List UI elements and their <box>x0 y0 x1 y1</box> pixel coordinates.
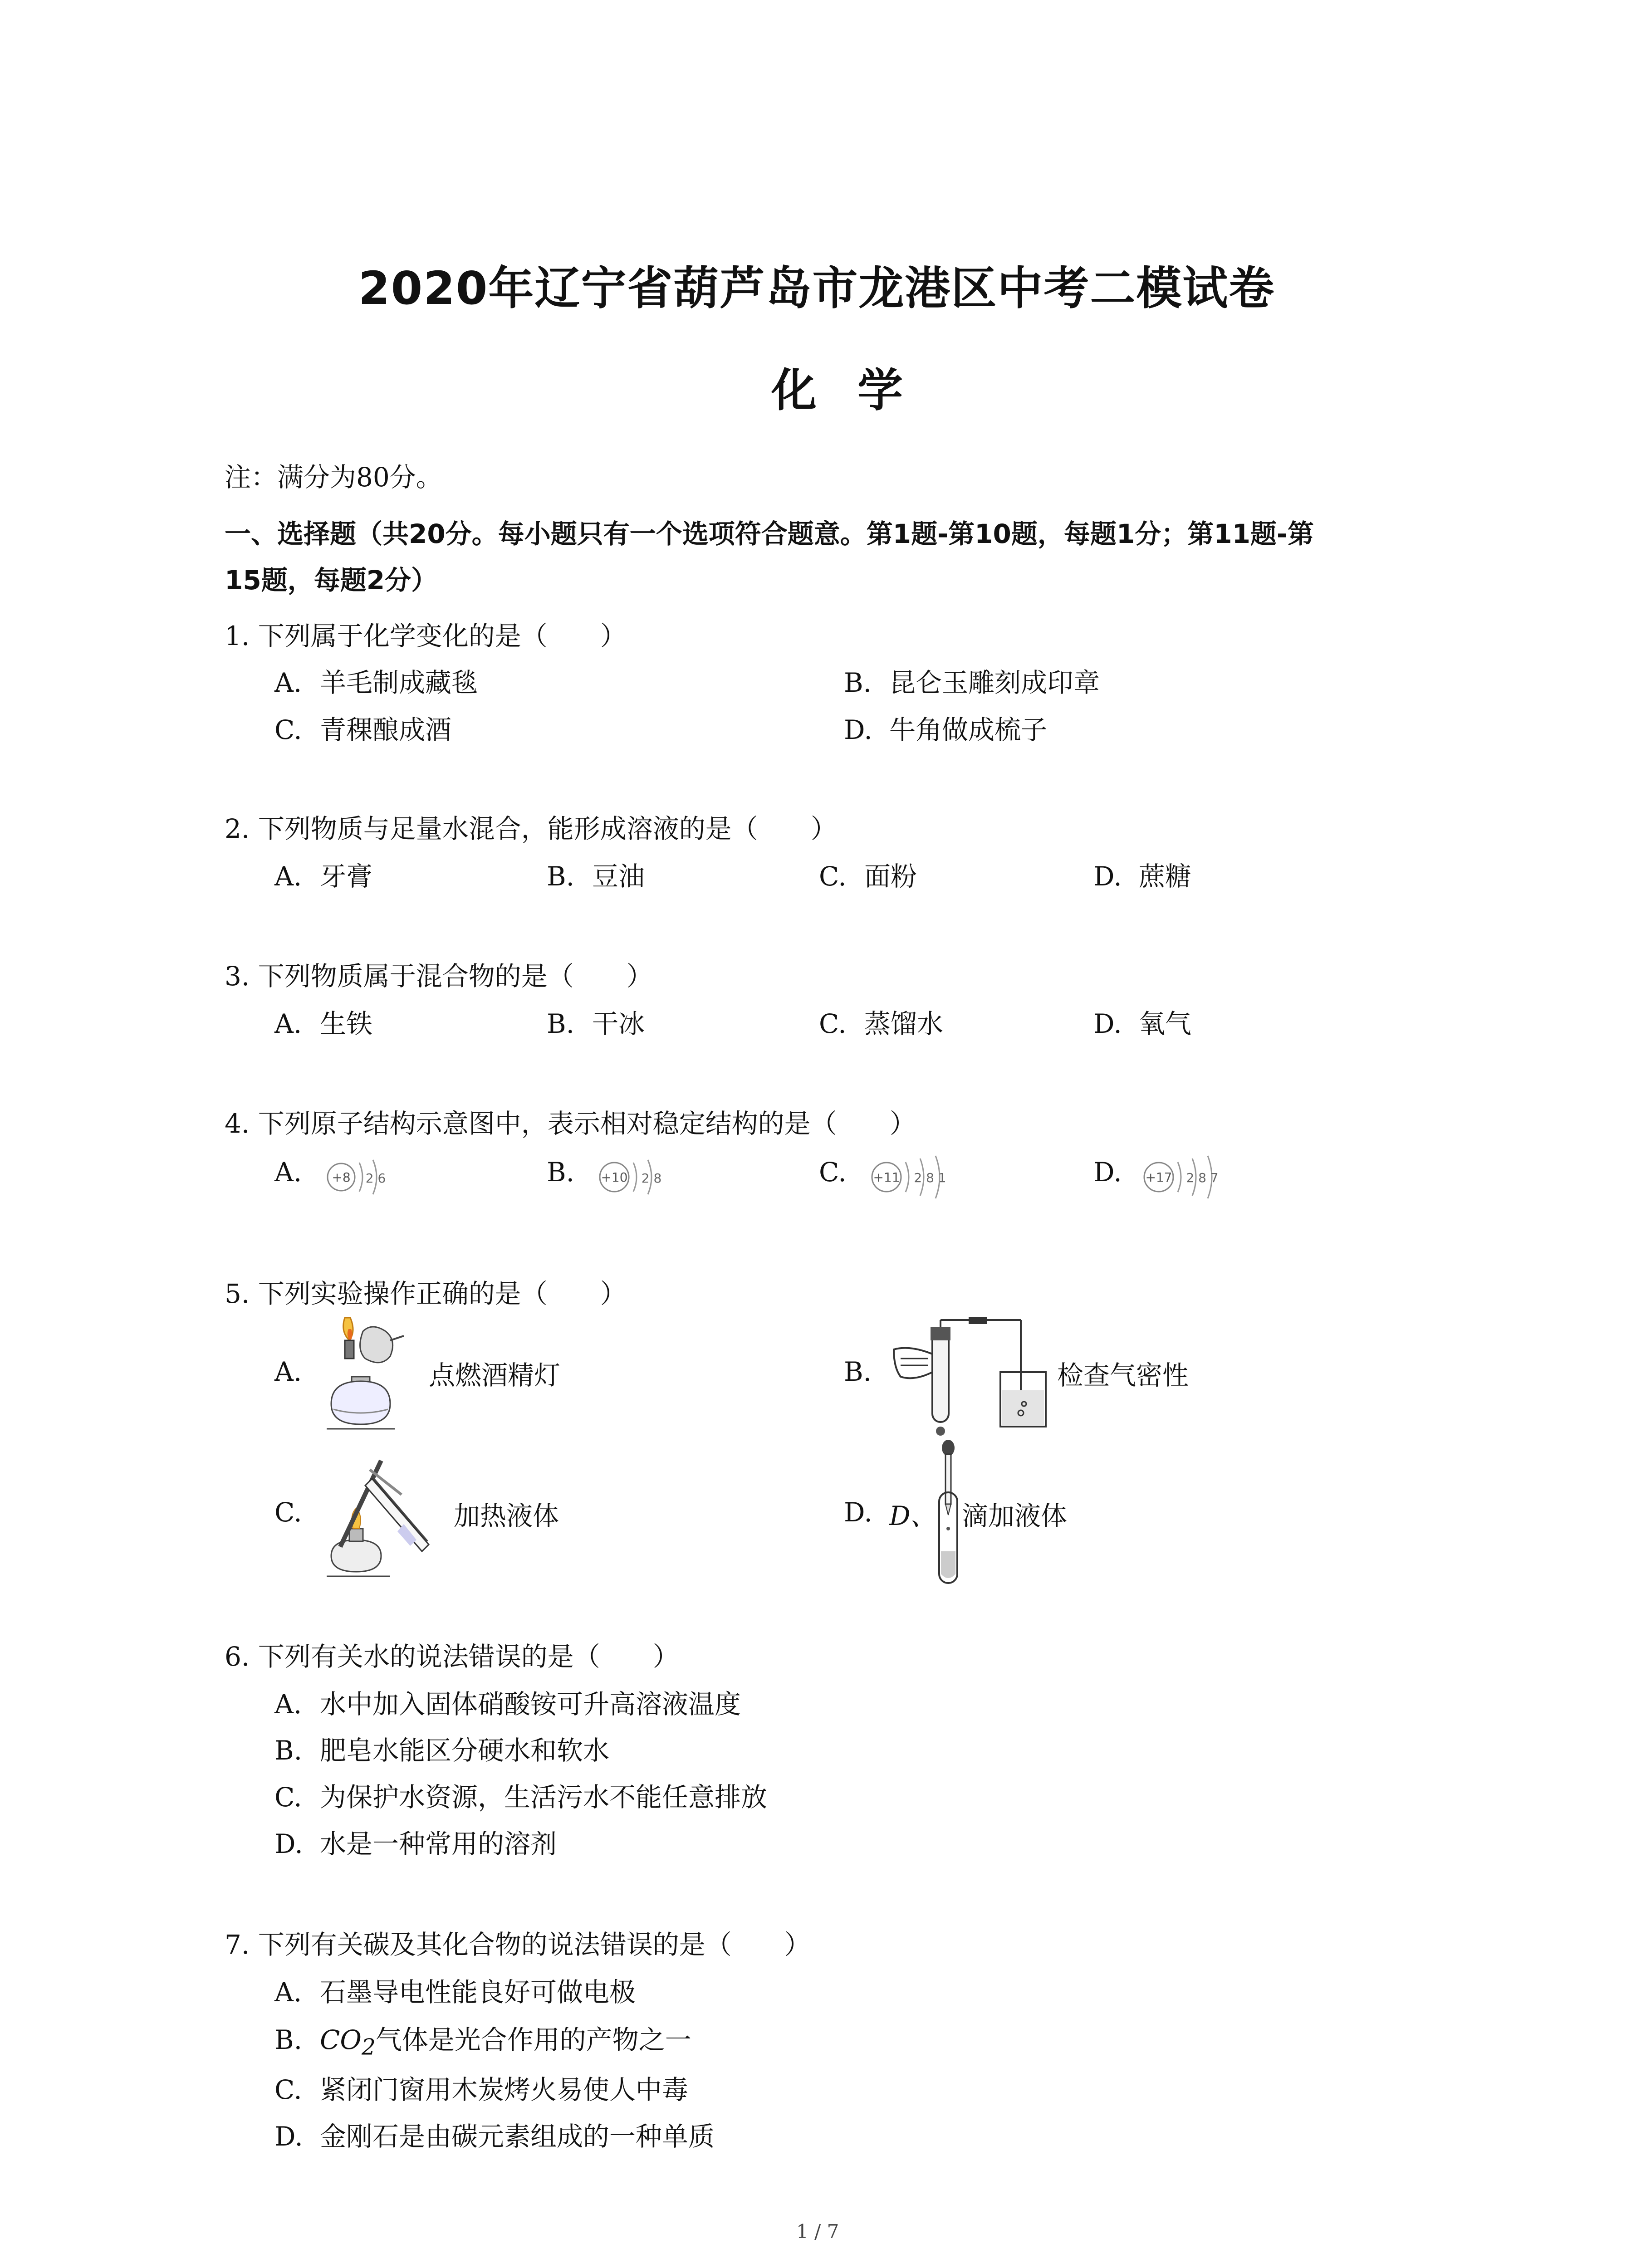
atom-diagram-b <box>594 1154 676 1204</box>
nucleus-charge: +10 <box>601 1170 628 1185</box>
question-5-stem: 5. 下列实验操作正确的是（ ） <box>225 1278 627 1309</box>
question-3-option-d[interactable]: D. 氧气 <box>1093 1008 1192 1039</box>
nucleus-charge: +8 <box>332 1170 351 1185</box>
question-2-option-d[interactable]: D. 蔗糖 <box>1093 861 1192 892</box>
caption-check-airtightness: 检查气密性 <box>1057 1360 1189 1391</box>
nucleus-charge: +17 <box>1145 1170 1172 1185</box>
caption-ignite-lamp: 点燃酒精灯 <box>429 1360 561 1391</box>
electron-counts: 2 8 7 <box>1186 1170 1219 1185</box>
question-4-option-c[interactable]: C. <box>819 1157 847 1188</box>
atom-diagram-a <box>322 1154 395 1204</box>
question-4-option-d[interactable]: D. <box>1093 1157 1122 1188</box>
electron-shell-arc <box>633 1163 637 1192</box>
question-7-option-d[interactable]: D. 金刚石是由碳元素组成的一种单质 <box>274 2121 715 2152</box>
question-5-option-b[interactable]: B. <box>844 1356 872 1387</box>
electron-shell-arc <box>906 1162 909 1192</box>
electron-counts: 2 8 <box>641 1171 662 1186</box>
question-6-option-b[interactable]: B. 肥皂水能区分硬水和软水 <box>274 1735 610 1766</box>
heating-liquid-illustration <box>313 1452 458 1588</box>
electron-shell-arc <box>359 1163 362 1192</box>
question-1-option-c[interactable]: C. 青稞酿成酒 <box>274 714 452 745</box>
caption-drip-liquid: 滴加液体 <box>962 1501 1068 1531</box>
co2-formula: $CO_2$ <box>320 2024 376 2060</box>
question-7-option-b[interactable]: B. $CO_2$气体是光合作用的产物之一 <box>274 2024 691 2060</box>
question-1-option-a[interactable]: A. 羊毛制成藏毯 <box>274 667 478 698</box>
question-6-stem: 6. 下列有关水的说法错误的是（ ） <box>225 1641 679 1672</box>
question-5-option-a[interactable]: A. <box>274 1356 302 1387</box>
alcohol-lamp-lighting-illustration <box>313 1313 431 1440</box>
question-1-option-d[interactable]: D. 牛角做成梳子 <box>844 714 1048 745</box>
option-d-prefix: D、 <box>889 1501 937 1531</box>
page-number: 1 / 7 <box>796 2220 839 2243</box>
atom-diagram-d <box>1139 1152 1234 1207</box>
nucleus-charge: +11 <box>873 1170 900 1185</box>
question-6-option-a[interactable]: A. 水中加入固体硝酸铵可升高溶液温度 <box>274 1689 741 1720</box>
electron-counts: 2 6 <box>365 1171 386 1186</box>
question-3-stem: 3. 下列物质属于混合物的是（ ） <box>225 961 653 992</box>
electron-counts: 2 8 1 <box>914 1170 946 1185</box>
question-2-stem: 2. 下列物质与足量水混合，能形成溶液的是（ ） <box>225 813 837 844</box>
question-6-option-d[interactable]: D. 水是一种常用的溶剂 <box>274 1828 557 1859</box>
section-heading-line2: 15题，每题2分） <box>225 565 438 596</box>
question-1-option-b[interactable]: B. 昆仑玉雕刻成印章 <box>844 667 1100 698</box>
section-heading-line1: 一、选择题（共20分。每小题只有一个选项符合题意。第1题-第10题，每题1分；第11题-第 <box>225 518 1314 549</box>
page-title: 2020年辽宁省葫芦岛市龙港区中考二模试卷 <box>358 262 1275 315</box>
question-7-stem: 7. 下列有关碳及其化合物的说法错误的是（ ） <box>225 1929 811 1960</box>
question-5-option-c[interactable]: C. <box>274 1497 302 1528</box>
question-3-option-a[interactable]: A. 生铁 <box>274 1008 373 1039</box>
question-7-option-c[interactable]: C. 紧闭门窗用木炭烤火易使人中毒 <box>274 2074 689 2105</box>
question-2-option-a[interactable]: A. 牙膏 <box>274 861 373 892</box>
airtightness-check-illustration <box>892 1313 1064 1440</box>
question-4-option-a[interactable]: A. <box>274 1157 302 1188</box>
dropper-test-tube-illustration <box>930 1438 966 1592</box>
score-note: 注：满分为80分。 <box>225 462 442 493</box>
question-3-option-b[interactable]: B. 干冰 <box>547 1008 645 1039</box>
question-5-option-d[interactable]: D. <box>844 1497 872 1528</box>
question-2-option-b[interactable]: B. 豆油 <box>547 861 645 892</box>
atom-diagram-c <box>867 1152 962 1207</box>
electron-shell-arc <box>1178 1162 1181 1192</box>
caption-heat-liquid: 加热液体 <box>454 1501 559 1531</box>
question-4-option-b[interactable]: B. <box>547 1157 575 1188</box>
subject-title: 化学 <box>771 364 944 417</box>
question-6-option-c[interactable]: C. 为保护水资源，生活污水不能任意排放 <box>274 1782 768 1813</box>
question-7-option-a[interactable]: A. 石墨导电性能良好可做电极 <box>274 1977 636 2008</box>
question-1-stem: 1. 下列属于化学变化的是（ ） <box>225 621 627 651</box>
question-3-option-c[interactable]: C. 蒸馏水 <box>819 1008 944 1039</box>
question-4-stem: 4. 下列原子结构示意图中，表示相对稳定结构的是（ ） <box>225 1108 916 1139</box>
question-2-option-c[interactable]: C. 面粉 <box>819 861 917 892</box>
